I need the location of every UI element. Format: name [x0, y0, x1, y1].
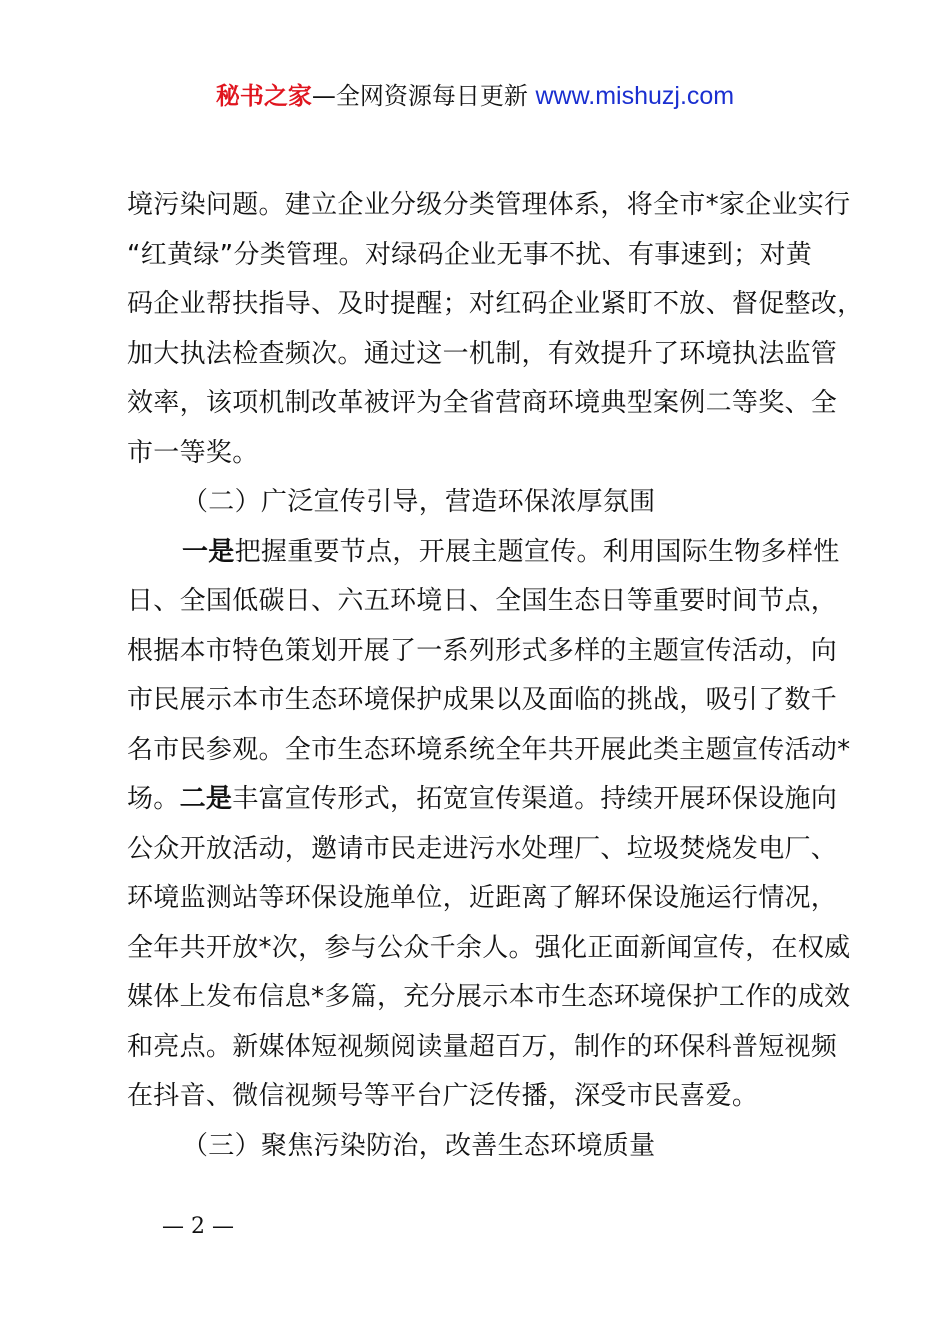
body-line: 境污染问题。建立企业分级分类管理体系，将全市*家企业实行 [127, 190, 851, 220]
body-line: 市民展示本市生态环境保护成果以及面临的挑战，吸引了数千 [127, 685, 838, 715]
body-line: 根据本市特色策划开展了一系列形式多样的主题宣传活动，向 [127, 635, 838, 666]
body-line: 市一等奖。 [127, 437, 259, 468]
brand-name: 秘书之家 [215, 82, 312, 110]
body-line: 在抖音、微信视频号等平台广泛传播，深受市民喜爱。 [127, 1081, 759, 1111]
body-line: 全年共开放*次，参与公众千余人。强化正面新闻宣传，在权威 [127, 932, 851, 963]
header-tagline: —全网资源每日更新 [311, 82, 528, 110]
emphasis-label: 一是 [182, 536, 235, 567]
site-url-link[interactable]: www.mishuzj.com [535, 82, 735, 110]
body-line: 效率，该项机制改革被评为全省营商环境典型案例二等奖、全 [127, 388, 838, 418]
body-line [127, 775, 837, 825]
body-line-text: 丰富宣传形式，拓宽宣传渠道。持续开展环保设施向 [232, 784, 838, 814]
body-line: “红黄绿”分类管理。对绿码企业无事不扰、有事速到；对黄 [127, 239, 813, 270]
body-line: 日、全国低碳日、六五环境日、全国生态日等重要时间节点， [127, 586, 838, 616]
body-line [127, 528, 840, 578]
emphasis-label: 二是 [179, 784, 233, 814]
body-line: 码企业帮扶指导、及时提醒；对红码企业紧盯不放、督促整改， [127, 289, 864, 319]
section-heading: （三）聚焦污染防治，改善生态环境质量 [182, 1130, 656, 1161]
body-line: 媒体上发布信息*多篇，充分展示本市生态环境保护工作的成效 [127, 982, 851, 1012]
page-number: — 2 — [162, 1214, 234, 1239]
document-body [127, 181, 864, 1171]
body-line: 环境监测站等环保设施单位，近距离了解环保设施运行情况， [127, 883, 838, 913]
body-line: 公众开放活动，邀请市民走进污水处理厂、垃圾焚烧发电厂、 [127, 833, 838, 864]
body-line-prefix: 场。 [127, 784, 180, 814]
body-line: 加大执法检查频次。通过这一机制，有效提升了环境执法监管 [127, 338, 838, 369]
section-heading: （二）广泛宣传引导，营造环保浓厚氛围 [182, 487, 656, 517]
site-header [0, 80, 950, 112]
body-line: 和亮点。新媒体短视频阅读量超百万，制作的环保科普短视频 [127, 1031, 838, 1062]
body-line: 名市民参观。全市生态环境系统全年共开展此类主题宣传活动* [127, 734, 851, 765]
body-line-text: 把握重要节点，开展主题宣传。利用国际生物多样性 [234, 536, 840, 567]
